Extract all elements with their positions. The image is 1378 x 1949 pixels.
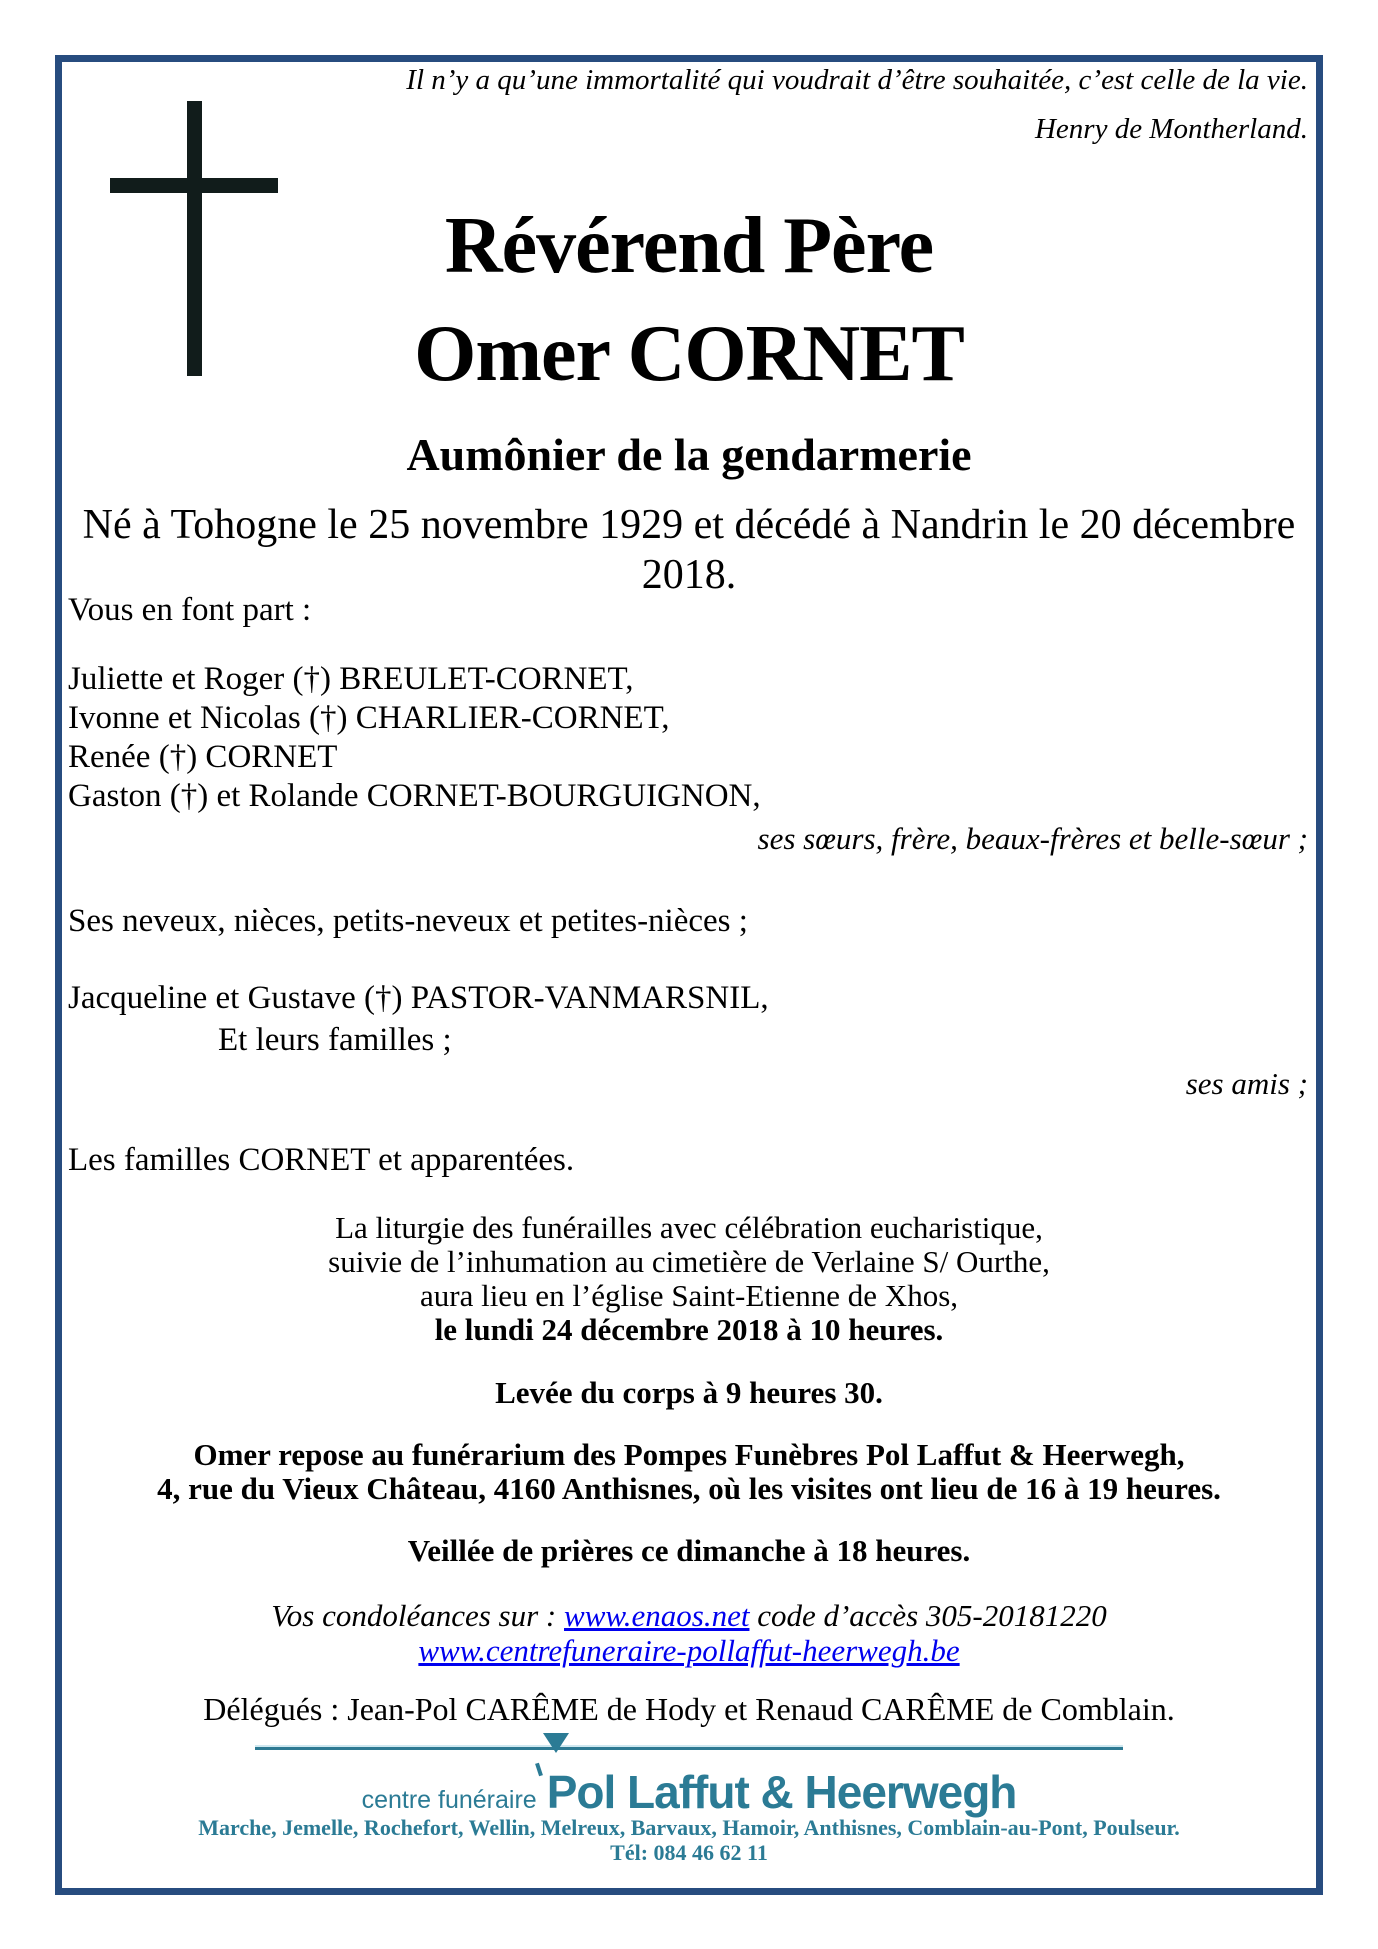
pastor-line: Jacqueline et Gustave (†) PASTOR-VANMARSNIL,: [68, 980, 769, 1016]
deceased-title: [62, 192, 1316, 408]
cross-horizontal-bar: [110, 178, 278, 193]
epigraph: [62, 64, 1308, 146]
deceased-role: Aumônier de la gendarmerie: [406, 429, 972, 480]
tick-icon: [535, 1763, 543, 1777]
logo-name-wrap: [547, 1765, 1017, 1819]
enaos-link[interactable]: www.enaos.net: [564, 1598, 750, 1633]
relation-note: ses sœurs, frère, beaux-frères et belle-sœur ;: [757, 821, 1308, 856]
deceased-name: Omer CORNET: [414, 310, 964, 398]
ceremony-line: aura lieu en l’église Saint-Etienne de Xhos,: [419, 1278, 959, 1313]
deceased-title-line1: Révérend Père: [444, 202, 934, 290]
repose-line: Omer repose au funérarium des Pompes Funèbres Pol Laffut & Heerwegh,: [193, 1437, 1185, 1472]
family-list: [62, 660, 1316, 816]
ceremony-datetime: le lundi 24 décembre 2018 à 10 heures.: [434, 1312, 944, 1347]
condolences-suffix: code d’accès 305-20181220: [749, 1598, 1107, 1633]
nephews-line: Ses neveux, nièces, petits-neveux et petites-nièces ;: [68, 903, 748, 939]
ceremony-line: La liturgie des funérailles avec célébration eucharistique,: [335, 1210, 1043, 1245]
funeral-home-link[interactable]: www.centrefuneraire-pollaffut-heerwegh.be: [418, 1633, 960, 1668]
footer-divider: [255, 1745, 1123, 1750]
friends-note: ses amis ;: [1185, 1066, 1308, 1101]
birth-death-line: Né à Tohogne le 25 novembre 1929 et décédé à Nandrin le 20 décembre 2018.: [82, 502, 1296, 599]
family-line: Ivonne et Nicolas (†) CHARLIER-CORNET,: [68, 700, 670, 736]
intro-line: Vous en font part :: [68, 592, 312, 628]
family-line: Renée (†) CORNET: [68, 739, 338, 775]
veillee-line: Veillée de prières ce dimanche à 18 heures.: [407, 1533, 971, 1568]
footer-phone: Tél: 084 46 62 11: [610, 1840, 768, 1865]
repose-line: 4, rue du Vieux Château, 4160 Anthisnes, où les visites ont lieu de 16 à 19 heures.: [157, 1471, 1221, 1506]
logo-small-text: centre funéraire: [361, 1786, 537, 1814]
ceremony-block: [62, 1211, 1316, 1347]
condolences-line: [62, 1599, 1316, 1633]
family-line: Gaston (†) et Rolande CORNET-BOURGUIGNON,: [68, 778, 761, 814]
levee-line: Levée du corps à 9 heures 30.: [495, 1375, 883, 1410]
logo-brand-name: Pol Laffut & Heerwegh: [546, 1766, 1017, 1818]
families-line: Et leurs familles ;: [218, 1022, 452, 1058]
repose-block: [62, 1438, 1316, 1506]
family-line: Juliette et Roger (†) BREULET-CORNET,: [68, 661, 634, 697]
related-families-line: Les familles CORNET et apparentées.: [68, 1142, 575, 1178]
epigraph-text: Il n’y a qu’une immortalité qui voudrait d’être souhaitée, c’est celle de la vie.: [406, 64, 1308, 96]
ceremony-line: suivie de l’inhumation au cimetière de Verlaine S/ Ourthe,: [328, 1244, 1050, 1279]
triangle-icon: [543, 1733, 569, 1753]
delegates-line: Délégués : Jean-Pol CARÊME de Hody et Renaud CARÊME de Comblain.: [203, 1691, 1175, 1727]
mourning-card: [55, 55, 1323, 1895]
epigraph-author: Henry de Montherland.: [1034, 113, 1308, 145]
funeral-home-logo: [62, 1765, 1316, 1819]
funeral-home-link-line: [62, 1634, 1316, 1668]
condolences-prefix: Vos condoléances sur :: [271, 1598, 565, 1633]
footer-towns: Marche, Jemelle, Rochefort, Wellin, Melreux, Barvaux, Hamoir, Anthisnes, Comblain-au-Pont, Poulseur.: [198, 1815, 1180, 1840]
